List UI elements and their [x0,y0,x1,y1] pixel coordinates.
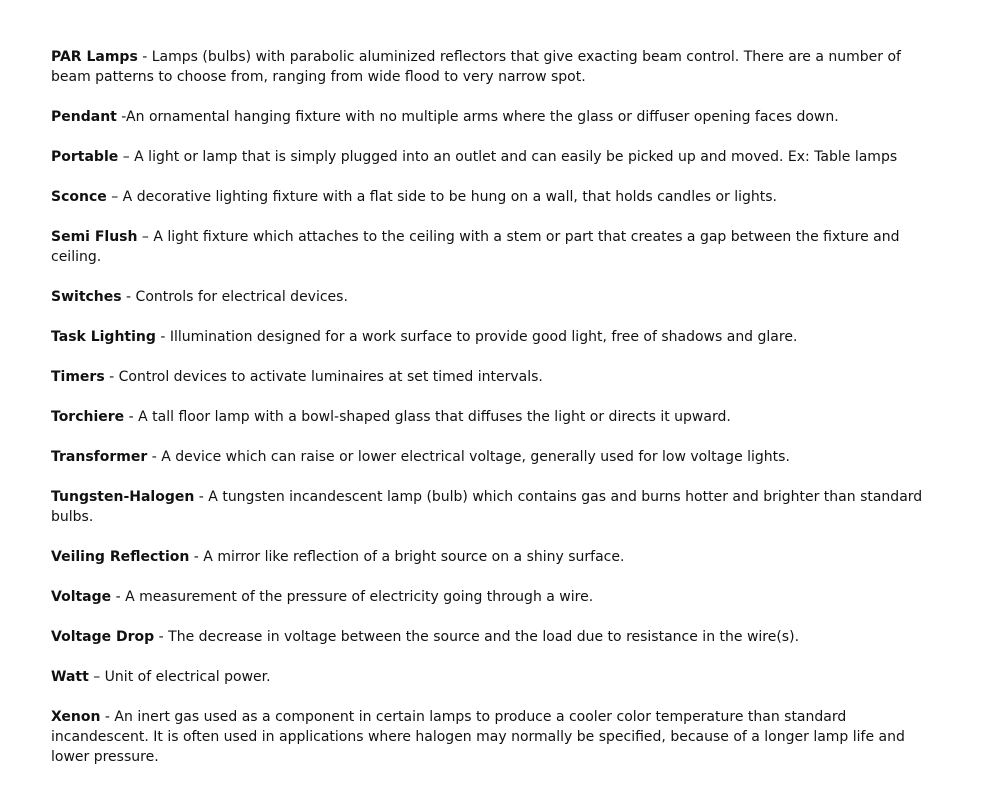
glossary-list [51,47,936,787]
glossary-term: Task Lighting [51,329,156,345]
glossary-term: Portable [51,149,119,165]
glossary-definition: - Controls for electrical devices. [121,289,348,305]
glossary-entry-par-lamps [51,47,936,87]
glossary-term: PAR Lamps [51,49,138,65]
glossary-definition: - A tungsten incandescent lamp (bulb) which contains gas and burns hotter and brighter than standard bulbs. [51,489,923,525]
glossary-entry-watt [51,667,936,687]
glossary-definition: – A decorative lighting fixture with a flat side to be hung on a wall, that holds candles or lights. [106,189,777,205]
glossary-entry-transformer [51,447,936,467]
glossary-definition: – A light or lamp that is simply plugged into an outlet and can easily be picked up and moved. Ex: Table lamps [118,149,898,165]
glossary-term: Switches [51,289,122,305]
glossary-term: Torchiere [51,409,125,425]
glossary-entry-voltage [51,587,936,607]
glossary-definition: - An inert gas used as a component in certain lamps to produce a cooler color temperature than standard incandescent. It is often used in applications where halogen may normally be specified, because of a longer lamp life and lower pressure. [51,709,905,765]
glossary-term: Voltage Drop [51,629,155,645]
glossary-entry-pendant [51,107,936,127]
glossary-entry-torchiere [51,407,936,427]
glossary-definition: - A device which can raise or lower electrical voltage, generally used for low voltage lights. [147,449,790,465]
glossary-definition: - The decrease in voltage between the source and the load due to resistance in the wire(s). [154,629,800,645]
glossary-term: Transformer [51,449,148,465]
glossary-definition: - A measurement of the pressure of electricity going through a wire. [111,589,594,605]
glossary-entry-sconce [51,187,936,207]
glossary-term: Veiling Reflection [51,549,190,565]
glossary-term: Sconce [51,189,107,205]
glossary-entry-xenon [51,707,936,767]
glossary-entry-task-lighting [51,327,936,347]
glossary-term: Tungsten-Halogen [51,489,195,505]
glossary-entry-tungsten-halogen [51,487,936,527]
glossary-definition: – A light fixture which attaches to the ceiling with a stem or part that creates a gap between the fixture and ceiling. [51,229,900,265]
glossary-term: Xenon [51,709,101,725]
glossary-entry-voltage-drop [51,627,936,647]
glossary-entry-switches [51,287,936,307]
glossary-definition: - Lamps (bulbs) with parabolic aluminized reflectors that give exacting beam control. There are a number of beam patterns to choose from, ranging from wide flood to very narrow spot. [51,49,901,85]
glossary-definition: - A mirror like reflection of a bright source on a shiny surface. [189,549,625,565]
glossary-definition: - Illumination designed for a work surface to provide good light, free of shadows and glare. [155,329,798,345]
glossary-term: Pendant [51,109,117,125]
glossary-term: Timers [51,369,105,385]
glossary-definition: - A tall floor lamp with a bowl-shaped glass that diffuses the light or directs it upward. [124,409,731,425]
glossary-entry-timers [51,367,936,387]
glossary-entry-veiling-reflection [51,547,936,567]
glossary-definition: -An ornamental hanging fixture with no multiple arms where the glass or diffuser opening faces down. [116,109,839,125]
glossary-entry-semi-flush [51,227,936,267]
glossary-definition: - Control devices to activate luminaires at set timed intervals. [104,369,543,385]
glossary-term: Semi Flush [51,229,138,245]
glossary-term: Watt [51,669,89,685]
glossary-definition: – Unit of electrical power. [88,669,271,685]
glossary-entry-portable [51,147,936,167]
glossary-term: Voltage [51,589,112,605]
